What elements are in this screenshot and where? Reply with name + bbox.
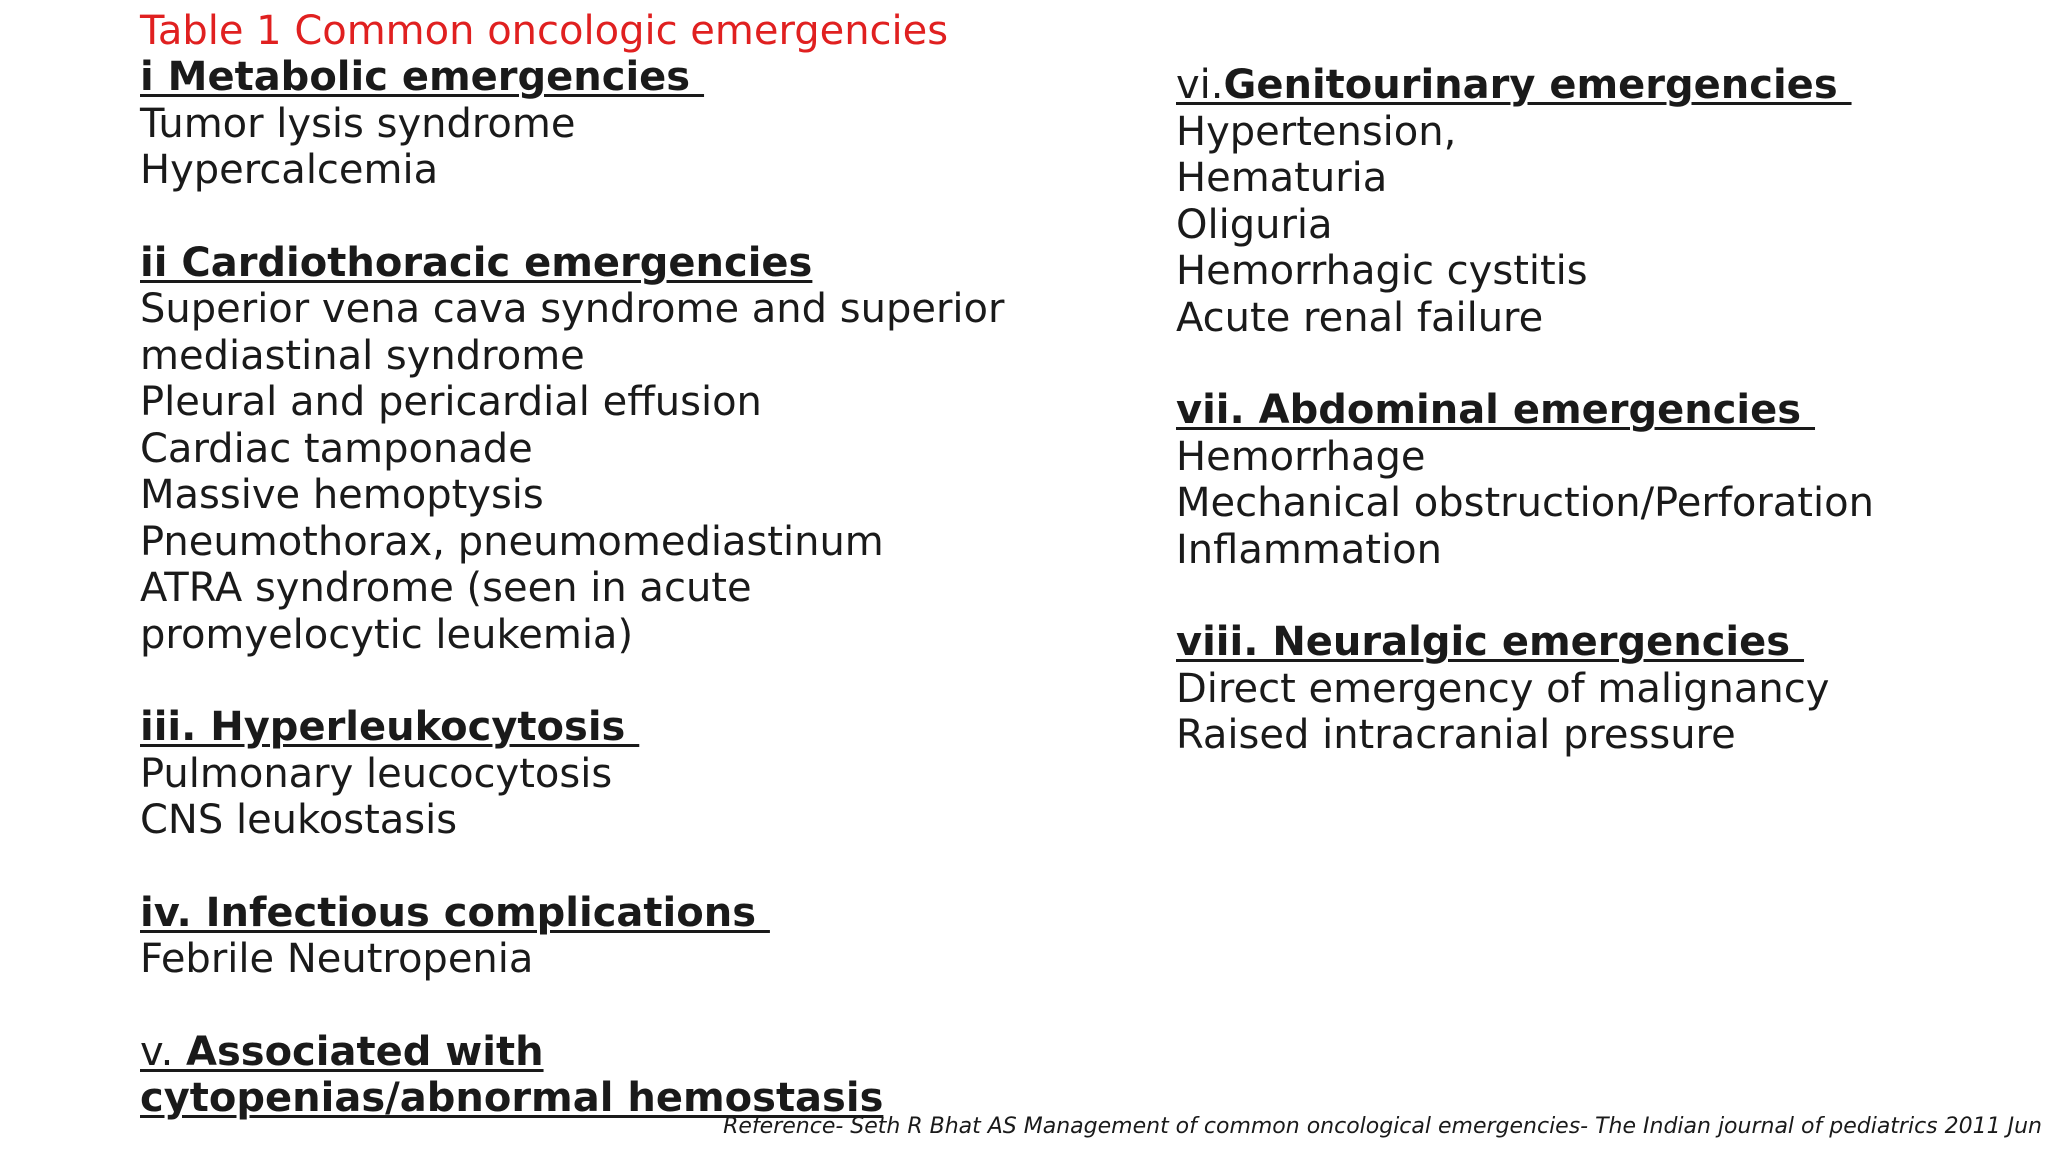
list-item: Hemorrhagic cystitis bbox=[1176, 248, 1588, 294]
section-abdominal bbox=[1176, 387, 2016, 573]
list-item: Pulmonary leucocytosis bbox=[140, 750, 613, 797]
section-heading-text: viii. Neuralgic emergencies bbox=[1176, 619, 1805, 665]
section-heading bbox=[140, 1029, 1020, 1122]
list-item: ATRA syndrome (seen in acute promyelocytic leukemia) bbox=[140, 565, 752, 658]
section-heading-text: ii Cardiothoracic emergencies bbox=[140, 239, 813, 286]
section-cytopenias bbox=[140, 1029, 1020, 1122]
list-item: Mechanical obstruction/Perforation bbox=[1176, 480, 1874, 526]
section-heading-text: vii. Abdominal emergencies bbox=[1176, 387, 1816, 433]
list-item: Cardiac tamponade bbox=[140, 425, 533, 472]
list-item: Oliguria bbox=[1176, 201, 1333, 248]
section-heading bbox=[1176, 62, 2016, 109]
list-item: Hypercalcemia bbox=[140, 147, 439, 193]
list-item: Hematuria bbox=[1176, 155, 1388, 201]
section-heading bbox=[1176, 619, 2016, 666]
section-heading-prefix: v. bbox=[140, 1028, 186, 1075]
list-item: Hemorrhage bbox=[1176, 433, 1426, 480]
section-heading-text: iii. Hyperleukocytosis bbox=[140, 704, 640, 750]
section-neuralgic bbox=[1176, 619, 2016, 759]
list-item: Febrile Neutropenia bbox=[140, 936, 534, 982]
section-heading-text: i Metabolic emergencies bbox=[140, 54, 705, 100]
list-item: Inflammation bbox=[1176, 526, 1442, 573]
section-heading-prefix: vi. bbox=[1176, 62, 1224, 108]
section-heading bbox=[140, 890, 1020, 937]
section-heading bbox=[140, 240, 1020, 287]
section-genitourinary bbox=[1176, 62, 2016, 341]
left-column bbox=[140, 54, 1020, 1168]
section-hyperleukocytosis bbox=[140, 704, 1020, 844]
list-item: Superior vena cava syndrome and superior mediastinal syndrome bbox=[140, 286, 1005, 379]
section-heading bbox=[140, 54, 1020, 101]
list-item: Direct emergency of malignancy bbox=[1176, 665, 1830, 712]
section-heading-text: Associated with cytopenias/abnormal hemostasis bbox=[140, 1028, 884, 1121]
section-cardiothoracic bbox=[140, 240, 1020, 659]
list-item: Pneumothorax, pneumomediastinum bbox=[140, 518, 884, 565]
list-item: Massive hemoptysis bbox=[140, 472, 544, 518]
section-heading bbox=[140, 704, 1020, 751]
list-item: Tumor lysis syndrome bbox=[140, 100, 576, 147]
page-title: Table 1 Common oncologic emergencies bbox=[140, 8, 949, 54]
list-item: Pleural and pericardial effusion bbox=[140, 379, 762, 425]
section-infectious bbox=[140, 890, 1020, 983]
section-heading bbox=[1176, 387, 2016, 434]
reference-citation: Reference- Seth R Bhat AS Management of common oncological emergencies- The Indian journal of pediatrics 2011 Jun bbox=[723, 1114, 2042, 1139]
list-item: Raised intracranial pressure bbox=[1176, 712, 1736, 758]
list-item: Hypertension, bbox=[1176, 108, 1457, 155]
section-heading-text: Genitourinary emergencies bbox=[1223, 62, 1852, 108]
section-metabolic bbox=[140, 54, 1020, 194]
section-heading-text: iv. Infectious complications bbox=[140, 889, 770, 936]
right-column bbox=[1176, 62, 2016, 805]
list-item: CNS leukostasis bbox=[140, 797, 458, 843]
list-item: Acute renal failure bbox=[1176, 294, 1544, 341]
